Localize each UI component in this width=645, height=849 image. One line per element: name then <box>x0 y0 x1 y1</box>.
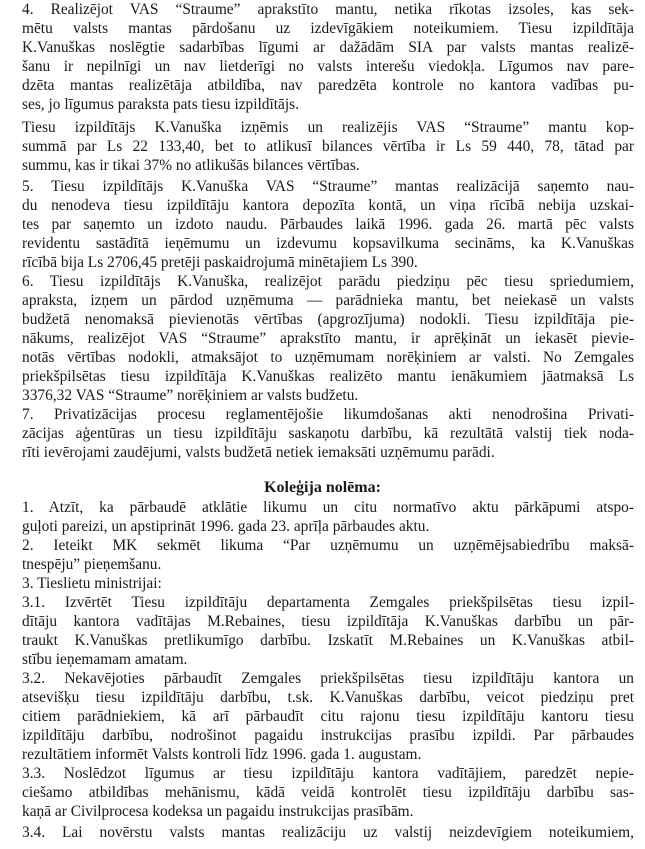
text-line: 3.3. Noslēdzot līgumus ar tiesu izpildītāju kantora vadītājiem, paredzēt nepie- <box>22 765 634 782</box>
decision-heading: Koleģija nolēma: <box>264 479 381 496</box>
text-line: 7. Privatizācijas procesu reglamentējošie likumdošanas akti nenodrošina Privati- <box>22 406 634 423</box>
text-line: izpildītāju darbību, nodrošinot pagaidu instrukcijas prasību izpildi. Par pārbaudes <box>22 727 634 744</box>
text-line: ses, jo līgumus paraksta pats tiesu izpildītājs. <box>22 96 299 113</box>
text-line: 3.4. Lai novērstu valsts mantas realizāciju uz valstij neizdevīgiem noteikumiem, <box>22 824 634 841</box>
text-line: budžetā nenomaksā pievienotās vērtības (apgrozījuma) nodokli. Tiesu izpildītāja pie- <box>22 311 634 328</box>
decision-3-1 <box>22 593 634 669</box>
decision-3-2 <box>22 669 634 764</box>
text-line: kaņā ar Civilprocesa kodeksa un pagaidu instrukcijas prasībām. <box>22 803 414 820</box>
text-line: Tiesu izpildītājs K.Vanuška izņēmis un realizējis VAS “Straume” mantu kop- <box>22 119 634 136</box>
text-line: rīti ievērojami zaudējumi, valsts budžetā netiek iemaksāti uzņēmumu parādi. <box>22 444 495 461</box>
text-line: rīcībā bija Ls 2706,45 pretēji paskaidrojumā minētajiem Ls 390. <box>22 254 418 271</box>
text-line: du nenodeva tiesu izpildītāju kantora depozīta kontā, un viņa rīcībā nebija uzskai- <box>22 197 634 214</box>
text-line: guļoti pareizi, un apstiprināt 1996. gada 23. aprīļa pārbaudes aktu. <box>22 518 430 535</box>
text-line: tes par saņemto un izdoto naudu. Pārbaudes laikā 1996. gada 26. martā pēc valsts <box>22 216 634 233</box>
text-line: revidentu sastādītā ieņēmumu un izdevumu kopsavilkuma secināms, ka K.Vanuškas <box>22 235 634 252</box>
paragraph-4-continued <box>22 118 634 175</box>
text-line: 1. Atzīt, ka pārbaudē atklātie likumu un citu normatīvo aktu pārkāpumi atspo- <box>22 499 634 516</box>
text-line: summā par Ls 22 133,40, bet to atlikusī bilances vērtība ir Ls 59 440, 78, tātad par <box>22 138 634 155</box>
text-line: dītāju kantora vadītājas M.Rebaines, tiesu izpildītāja K.Vanuškas darbību un pār- <box>22 613 634 630</box>
paragraph-4 <box>22 0 634 114</box>
text-line: rezultātiem informēt Valsts kontroli līdz 1996. gada 1. augustam. <box>22 746 422 763</box>
text-line: 4. Realizējot VAS “Straume” aprakstīto mantu, netika rīkotas izsoles, kas sek- <box>22 1 634 18</box>
text-line: tnespēju” pieņemšanu. <box>22 556 162 573</box>
text-line: K.Vanuškas noslēgtie sadarbības līgumi ar dažādām SIA par valsts mantas realizē- <box>22 39 634 56</box>
paragraph-7 <box>22 405 634 462</box>
text-line: šanu ir nepilnīgi un nav lietderīgi no valsts interešu viedokļa. Līgumos nav pare- <box>22 58 634 75</box>
decision-3-3 <box>22 764 634 821</box>
text-line: 2. Ieteikt MK sekmēt likuma “Par uzņēmumu un uzņēmējsabiedrību maksā- <box>22 537 634 554</box>
decision-3 <box>22 574 634 593</box>
text-line: zācijas aģentūras un tiesu izpildītāju saskaņotu darbību, kā rezultātā valstij tiek noda- <box>22 425 634 442</box>
text-line: summu, kas ir tikai 37% no atlikušās bilances vērtības. <box>22 157 360 174</box>
text-line: mētu valsts mantas pārdošanu uz izdevīgākiem noteikumiem. Tiesu izpildītāja <box>22 20 634 37</box>
text-line: priekšpilsētas tiesu izpildītāja K.Vanuškas realizēto mantu ienākumiem jāatmaksā Ls <box>22 368 634 385</box>
text-line: apraksta, izņem un pārdod uzņēmuma — parādnieka mantu, bet neiekasē un valsts <box>22 292 634 309</box>
text-line: 5. Tiesu izpildītājs K.Vanuška VAS “Straume” mantas realizācijā saņemto nau- <box>22 178 634 195</box>
paragraph-6 <box>22 272 634 405</box>
text-line: citiem parādniekiem, kā arī pārbaudīt citu rajonu tiesu izpildītāju kantoru tiesu <box>22 708 634 725</box>
text-line: traukt K.Vanuškas pretlikumīgo darbību. Izskatīt M.Rebaines un K.Vanuškas atbil- <box>22 632 634 649</box>
text-line: 3.1. Izvērtēt Tiesu izpildītāju departamenta Zemgales priekšpilsētas tiesu izpil- <box>22 594 634 611</box>
text-line: notās vērtības nodokli, atmaksājot to uzņēmumam norēķiniem ar valsti. No Zemgales <box>22 349 634 366</box>
decision-1 <box>22 498 634 536</box>
text-line: nākums, realizējot VAS “Straume” aprakstīto mantu, ir aprēķināt un iekasēt pievie- <box>22 330 634 347</box>
decision-2 <box>22 536 634 574</box>
text-line: 3. Tieslietu ministrijai: <box>22 575 162 592</box>
text-line: stību ieņemamam amatam. <box>22 651 188 668</box>
decision-3-4 <box>22 823 634 842</box>
text-line: ciešamo atbildības mehānismu, kādā veidā kontrolēt tiesu izpildītāju darbību sas- <box>22 784 634 801</box>
text-line: atsevišķu tiesu izpildītāju darbību, t.sk. K.Vanuškas darbību, veicot piedziņu pret <box>22 689 634 706</box>
text-line: dzēta mantas realizētāja atbildība, nav paredzēta kontrole no kantora vadības pu- <box>22 77 634 94</box>
text-line: 6. Tiesu izpildītājs K.Vanuška, realizējot parādu piedziņu pēc tiesu spriedumiem, <box>22 273 634 290</box>
text-line: 3.2. Nekavējoties pārbaudīt Zemgales priekšpilsētas tiesu izpildītāju kantora un <box>22 670 634 687</box>
paragraph-5 <box>22 177 634 272</box>
text-line: 3376,32 VAS “Straume” norēķiniem ar valsts budžetu. <box>22 387 359 404</box>
